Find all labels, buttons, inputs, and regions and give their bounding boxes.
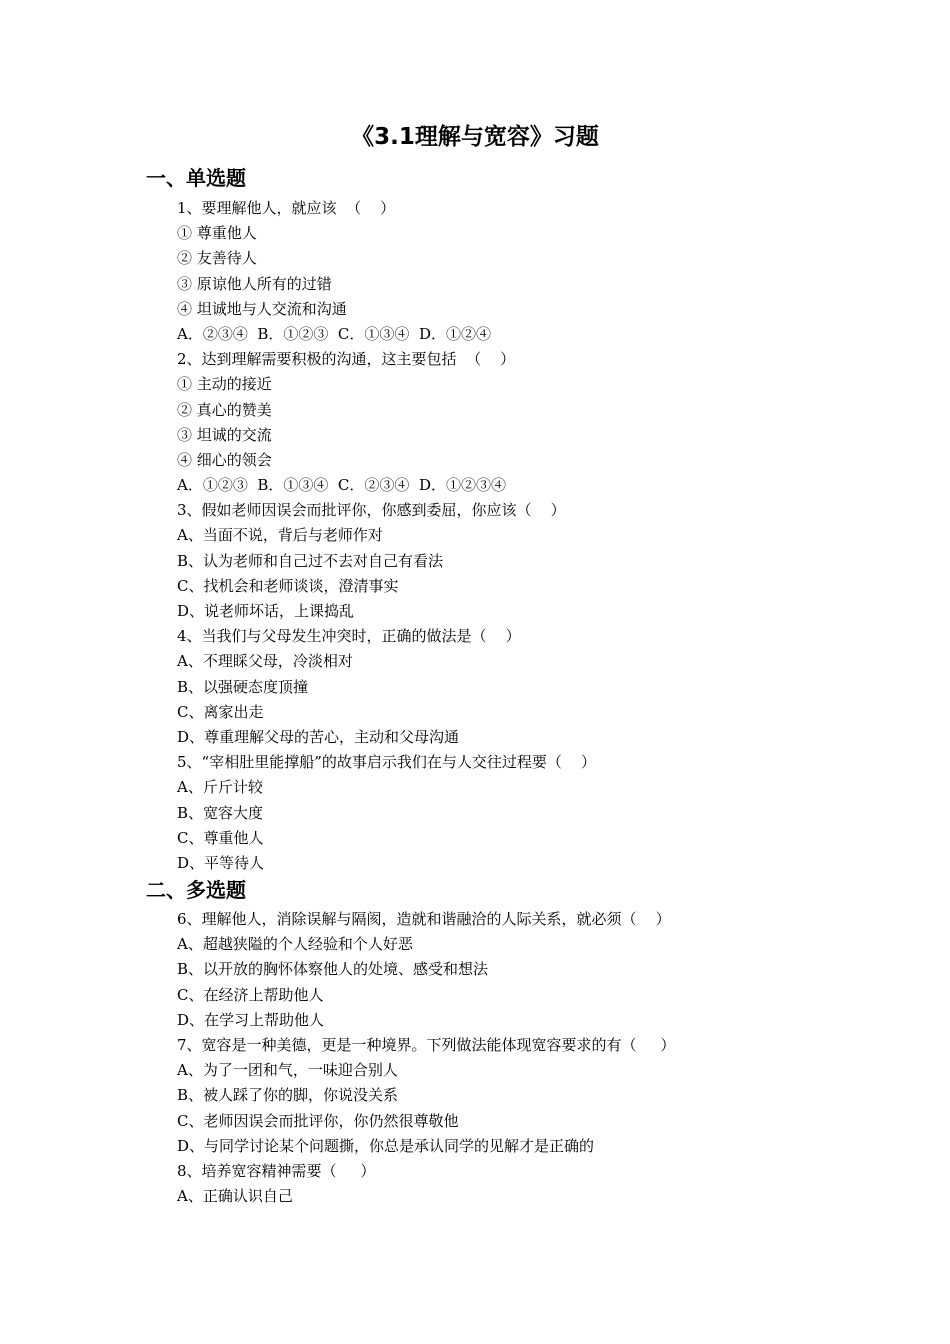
question-line: 8、培养宽容精神需要（ ） [177, 1161, 376, 1180]
question-line: C、老师因误会而批评你，你仍然很尊敬他 [177, 1111, 459, 1130]
question-line: ④ 坦诚地与人交流和沟通 [177, 299, 347, 318]
question-line: A、不理睬父母，冷淡相对 [177, 652, 353, 671]
question-line: C、离家出走 [177, 702, 264, 721]
multi-choice-questions [177, 907, 675, 1209]
question-line: ② 真心的赞美 [177, 400, 272, 419]
question-line: B、宽容大度 [177, 803, 264, 822]
question-line: B、被人踩了你的脚，你说没关系 [177, 1086, 399, 1105]
question-line: 5、“宰相肚里能撑船”的故事启示我们在与人交往过程要（ ） [177, 753, 596, 772]
question-line: A、为了一团和气，一味迎合别人 [177, 1061, 398, 1080]
question-line: A．②③④ B．①②③ C．①③④ D．①②④ [177, 324, 491, 343]
question-line: B、认为老师和自己过不去对自己有看法 [177, 551, 444, 570]
question-line: D、在学习上帮助他人 [177, 1010, 325, 1029]
question-line: D、与同学讨论某个问题撕，你总是承认同学的见解才是正确的 [177, 1136, 595, 1155]
question-line: 7、宽容是一种美德，更是一种境界。下列做法能体现宽容要求的有（ ） [177, 1035, 676, 1054]
question-line: 1、要理解他人，就应该 （ ） [177, 199, 396, 217]
question-line: A、斤斤计较 [177, 778, 263, 797]
question-line: 2、达到理解需要积极的沟通，这主要包括 （ ） [177, 350, 516, 369]
question-line: C、在经济上帮助他人 [177, 985, 324, 1004]
question-line: D、平等待人 [177, 853, 265, 872]
question-line: 6、理解他人，消除误解与隔阂，造就和谐融洽的人际关系，就必须（ ） [177, 910, 671, 928]
question-line: 3、假如老师因误会而批评你，你感到委屈，你应该（ ） [177, 501, 566, 520]
question-line: D、尊重理解父母的苦心，主动和父母沟通 [177, 727, 460, 746]
question-line: A、当面不说，背后与老师作对 [177, 526, 383, 545]
question-line: D、说老师坏话，上课捣乱 [177, 602, 355, 620]
question-line: B、以开放的胸怀体察他人的处境、感受和想法 [177, 960, 489, 979]
question-line: ① 主动的接近 [177, 375, 272, 394]
question-line: ③ 原谅他人所有的过错 [177, 274, 332, 293]
question-line: C、尊重他人 [177, 828, 264, 847]
question-line: A．①②③ B．①③④ C．②③④ D．①②③④ [177, 476, 506, 495]
question-line: A、超越狭隘的个人经验和个人好恶 [177, 935, 413, 954]
question-line: B、以强硬态度顶撞 [177, 677, 309, 696]
question-line: ② 友善待人 [177, 249, 257, 268]
question-line: ① 尊重他人 [177, 224, 257, 243]
section-heading-multi-choice: 二、多选题 [146, 878, 246, 902]
question-line: C、找机会和老师谈谈，澄清事实 [177, 576, 399, 595]
single-choice-questions [177, 196, 596, 876]
question-line: A、正确认识自己 [177, 1187, 293, 1206]
section-heading-single-choice: 一、单选题 [146, 166, 246, 190]
question-line: 4、当我们与父母发生冲突时，正确的做法是（ ） [177, 627, 521, 646]
document-title: 《3.1理解与宽容》习题 [351, 124, 599, 150]
question-line: ③ 坦诚的交流 [177, 425, 272, 444]
question-line: ④ 细心的领会 [177, 450, 272, 469]
